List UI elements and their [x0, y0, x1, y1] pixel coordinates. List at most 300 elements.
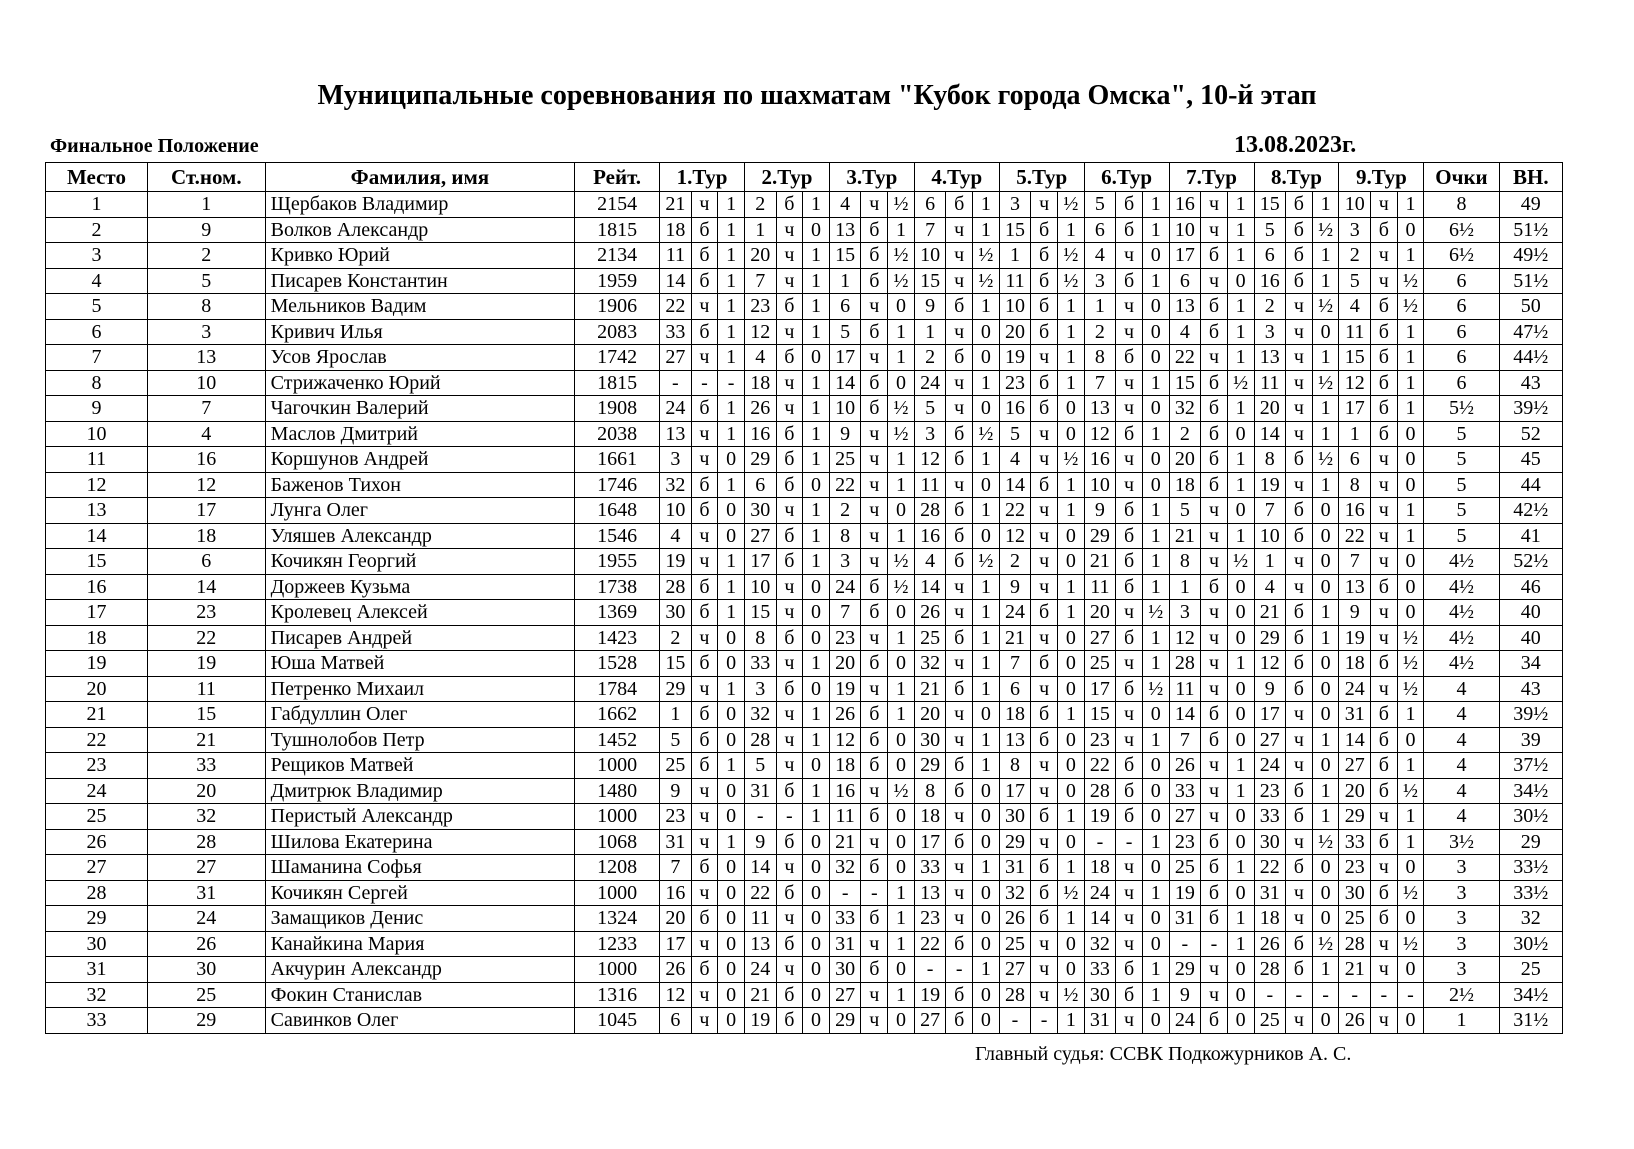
result-cell: 1: [1397, 396, 1424, 422]
tiebreak-cell: 51½: [1499, 217, 1562, 243]
result-cell: 0: [1397, 727, 1424, 753]
points-cell: 4½: [1424, 574, 1499, 600]
opponent-cell: 32: [1169, 396, 1201, 422]
table-row: [46, 880, 1563, 906]
opponent-cell: 19: [660, 549, 692, 575]
color-cell: б: [1116, 778, 1143, 804]
color-cell: б: [861, 319, 888, 345]
points-cell: 6½: [1424, 243, 1499, 269]
opponent-cell: 24: [1169, 1008, 1201, 1034]
result-cell: ½: [888, 268, 915, 294]
opponent-cell: 8: [999, 753, 1031, 779]
opponent-cell: 13: [660, 421, 692, 447]
color-cell: б: [776, 880, 803, 906]
points-cell: 6: [1424, 370, 1499, 396]
opponent-cell: 13: [744, 931, 776, 957]
color-cell: б: [691, 727, 718, 753]
rating-cell: 1528: [575, 651, 660, 677]
result-cell: 1: [888, 931, 915, 957]
opponent-cell: 14: [829, 370, 861, 396]
opponent-cell: 16: [1339, 498, 1371, 524]
result-cell: 1: [803, 727, 830, 753]
rating-cell: 1815: [575, 217, 660, 243]
result-cell: 1: [803, 549, 830, 575]
color-cell: ч: [1370, 855, 1397, 881]
result-cell: 1: [803, 319, 830, 345]
opponent-cell: 6: [999, 676, 1031, 702]
opponent-cell: 7: [1254, 498, 1286, 524]
rating-cell: 1738: [575, 574, 660, 600]
color-cell: ч: [691, 294, 718, 320]
color-cell: б: [946, 982, 973, 1008]
table-row: [46, 319, 1563, 345]
color-cell: б: [1201, 574, 1228, 600]
opponent-cell: -: [744, 804, 776, 830]
color-cell: б: [1031, 727, 1058, 753]
result-cell: 1: [1227, 396, 1254, 422]
opponent-cell: 14: [660, 268, 692, 294]
opponent-cell: 8: [1084, 345, 1116, 371]
result-cell: 0: [1142, 243, 1169, 269]
color-cell: б: [1286, 243, 1313, 269]
color-cell: ч: [946, 319, 973, 345]
color-cell: б: [1370, 345, 1397, 371]
rating-cell: 1546: [575, 523, 660, 549]
opponent-cell: 15: [999, 217, 1031, 243]
result-cell: -: [1312, 982, 1339, 1008]
color-cell: б: [1370, 396, 1397, 422]
color-cell: ч: [1031, 523, 1058, 549]
result-cell: 1: [1397, 319, 1424, 345]
result-cell: 0: [1057, 957, 1084, 983]
opponent-cell: 5: [829, 319, 861, 345]
result-cell: 0: [1397, 447, 1424, 473]
place-cell: 27: [46, 855, 148, 881]
opponent-cell: 14: [1169, 702, 1201, 728]
name-cell: Габдуллин Олег: [265, 702, 574, 728]
opponent-cell: 9: [660, 778, 692, 804]
col-header-round-5: 5.Тур: [999, 163, 1084, 192]
opponent-cell: 19: [829, 676, 861, 702]
col-header-start-no: Ст.ном.: [147, 163, 265, 192]
color-cell: ч: [1370, 600, 1397, 626]
tiebreak-cell: 49½: [1499, 243, 1562, 269]
name-cell: Дмитрюк Владимир: [265, 778, 574, 804]
color-cell: ч: [776, 574, 803, 600]
opponent-cell: 25: [914, 625, 946, 651]
table-row: [46, 345, 1563, 371]
color-cell: ч: [861, 829, 888, 855]
opponent-cell: 21: [1254, 600, 1286, 626]
color-cell: б: [1031, 294, 1058, 320]
color-cell: ч: [1286, 574, 1313, 600]
opponent-cell: 30: [1084, 982, 1116, 1008]
color-cell: б: [776, 447, 803, 473]
opponent-cell: 15: [1084, 702, 1116, 728]
opponent-cell: 16: [829, 778, 861, 804]
opponent-cell: 29: [1254, 625, 1286, 651]
opponent-cell: 9: [744, 829, 776, 855]
result-cell: 1: [1227, 855, 1254, 881]
opponent-cell: 5: [744, 753, 776, 779]
color-cell: б: [691, 957, 718, 983]
col-header-round-6: 6.Тур: [1084, 163, 1169, 192]
result-cell: 1: [1057, 217, 1084, 243]
opponent-cell: 27: [1339, 753, 1371, 779]
color-cell: ч: [861, 421, 888, 447]
opponent-cell: 29: [1169, 957, 1201, 983]
rating-cell: 1452: [575, 727, 660, 753]
result-cell: 1: [1312, 804, 1339, 830]
color-cell: ч: [1201, 982, 1228, 1008]
result-cell: 1: [718, 676, 745, 702]
result-cell: 1: [803, 421, 830, 447]
opponent-cell: 31: [829, 931, 861, 957]
result-cell: 1: [1227, 319, 1254, 345]
points-cell: 5: [1424, 523, 1499, 549]
color-cell: ч: [1116, 370, 1143, 396]
result-cell: ½: [973, 421, 1000, 447]
result-cell: 1: [718, 829, 745, 855]
color-cell: ч: [1370, 804, 1397, 830]
opponent-cell: 2: [1254, 294, 1286, 320]
color-cell: б: [861, 906, 888, 932]
color-cell: ч: [1116, 855, 1143, 881]
result-cell: 1: [888, 345, 915, 371]
result-cell: 0: [718, 523, 745, 549]
color-cell: ч: [776, 268, 803, 294]
start-no-cell: 11: [147, 676, 265, 702]
result-cell: 1: [718, 396, 745, 422]
opponent-cell: 31: [660, 829, 692, 855]
color-cell: -: [1370, 982, 1397, 1008]
result-cell: 1: [803, 294, 830, 320]
name-cell: Баженов Тихон: [265, 472, 574, 498]
opponent-cell: 7: [914, 217, 946, 243]
opponent-cell: 4: [1254, 574, 1286, 600]
color-cell: ч: [1370, 523, 1397, 549]
opponent-cell: 12: [914, 447, 946, 473]
color-cell: ч: [946, 574, 973, 600]
result-cell: 0: [718, 957, 745, 983]
place-cell: 26: [46, 829, 148, 855]
result-cell: ½: [1057, 268, 1084, 294]
col-header-round-4: 4.Тур: [914, 163, 999, 192]
rating-cell: 1369: [575, 600, 660, 626]
result-cell: 1: [888, 472, 915, 498]
color-cell: ч: [946, 600, 973, 626]
start-no-cell: 5: [147, 268, 265, 294]
result-cell: 1: [973, 625, 1000, 651]
result-cell: 0: [803, 753, 830, 779]
opponent-cell: 21: [914, 676, 946, 702]
result-cell: 0: [973, 804, 1000, 830]
result-cell: 0: [1397, 906, 1424, 932]
result-cell: 1: [1397, 804, 1424, 830]
opponent-cell: 25: [999, 931, 1031, 957]
rating-cell: 1324: [575, 906, 660, 932]
color-cell: ч: [1116, 931, 1143, 957]
color-cell: ч: [776, 702, 803, 728]
color-cell: б: [946, 625, 973, 651]
place-cell: 22: [46, 727, 148, 753]
tiebreak-cell: 49: [1499, 192, 1562, 218]
place-cell: 18: [46, 625, 148, 651]
color-cell: б: [1286, 268, 1313, 294]
color-cell: б: [776, 982, 803, 1008]
result-cell: 1: [718, 421, 745, 447]
result-cell: 0: [1142, 345, 1169, 371]
opponent-cell: 8: [1254, 447, 1286, 473]
opponent-cell: 5: [1169, 498, 1201, 524]
points-cell: 3: [1424, 906, 1499, 932]
color-cell: б: [1116, 421, 1143, 447]
opponent-cell: 29: [660, 676, 692, 702]
opponent-cell: 30: [1339, 880, 1371, 906]
opponent-cell: 29: [999, 829, 1031, 855]
opponent-cell: 1: [829, 268, 861, 294]
tiebreak-cell: 25: [1499, 957, 1562, 983]
color-cell: б: [861, 217, 888, 243]
result-cell: ½: [1397, 268, 1424, 294]
result-cell: 0: [1397, 472, 1424, 498]
opponent-cell: 10: [1169, 217, 1201, 243]
color-cell: б: [691, 396, 718, 422]
points-cell: 6: [1424, 319, 1499, 345]
result-cell: 0: [1312, 702, 1339, 728]
color-cell: ч: [861, 778, 888, 804]
result-cell: 1: [1057, 574, 1084, 600]
points-cell: 6: [1424, 268, 1499, 294]
points-cell: 4: [1424, 804, 1499, 830]
color-cell: ч: [1031, 345, 1058, 371]
result-cell: 0: [803, 676, 830, 702]
opponent-cell: 32: [1084, 931, 1116, 957]
color-cell: б: [946, 447, 973, 473]
result-cell: 0: [1227, 880, 1254, 906]
color-cell: б: [861, 753, 888, 779]
opponent-cell: 20: [1339, 778, 1371, 804]
result-cell: 0: [718, 855, 745, 881]
rating-cell: 1815: [575, 370, 660, 396]
color-cell: б: [1031, 396, 1058, 422]
opponent-cell: 27: [1254, 727, 1286, 753]
result-cell: 1: [718, 574, 745, 600]
color-cell: ч: [861, 192, 888, 218]
color-cell: ч: [1031, 957, 1058, 983]
color-cell: -: [1201, 931, 1228, 957]
result-cell: ½: [1397, 294, 1424, 320]
result-cell: ½: [1312, 294, 1339, 320]
place-cell: 15: [46, 549, 148, 575]
points-cell: 3½: [1424, 829, 1499, 855]
result-cell: 0: [803, 472, 830, 498]
place-cell: 6: [46, 319, 148, 345]
rating-cell: 1742: [575, 345, 660, 371]
color-cell: б: [1370, 829, 1397, 855]
opponent-cell: 4: [1084, 243, 1116, 269]
opponent-cell: 1: [999, 243, 1031, 269]
result-cell: 0: [1057, 727, 1084, 753]
result-cell: 0: [1227, 702, 1254, 728]
opponent-cell: 9: [999, 574, 1031, 600]
result-cell: 0: [1142, 319, 1169, 345]
color-cell: ч: [1201, 625, 1228, 651]
place-cell: 30: [46, 931, 148, 957]
opponent-cell: 23: [744, 294, 776, 320]
result-cell: 1: [1312, 727, 1339, 753]
place-cell: 16: [46, 574, 148, 600]
result-cell: 1: [973, 855, 1000, 881]
tiebreak-cell: 39½: [1499, 702, 1562, 728]
result-cell: 0: [803, 574, 830, 600]
color-cell: б: [776, 345, 803, 371]
place-cell: 28: [46, 880, 148, 906]
opponent-cell: 18: [1254, 906, 1286, 932]
opponent-cell: 15: [1169, 370, 1201, 396]
opponent-cell: 6: [1169, 268, 1201, 294]
tiebreak-cell: 43: [1499, 370, 1562, 396]
color-cell: ч: [1116, 727, 1143, 753]
result-cell: 1: [718, 217, 745, 243]
opponent-cell: 26: [999, 906, 1031, 932]
result-cell: 1: [803, 192, 830, 218]
color-cell: б: [691, 268, 718, 294]
color-cell: ч: [1031, 676, 1058, 702]
points-cell: 4½: [1424, 600, 1499, 626]
color-cell: б: [861, 370, 888, 396]
result-cell: 0: [888, 855, 915, 881]
name-cell: Савинков Олег: [265, 1008, 574, 1034]
opponent-cell: 26: [660, 957, 692, 983]
opponent-cell: 8: [829, 523, 861, 549]
result-cell: 1: [718, 243, 745, 269]
result-cell: 0: [888, 294, 915, 320]
opponent-cell: 1: [660, 702, 692, 728]
table-row: [46, 804, 1563, 830]
col-header-round-7: 7.Тур: [1169, 163, 1254, 192]
tournament-date: 13.08.2023г.: [1234, 132, 1357, 158]
result-cell: 1: [1142, 370, 1169, 396]
result-cell: 1: [1312, 396, 1339, 422]
result-cell: 0: [973, 778, 1000, 804]
color-cell: б: [861, 600, 888, 626]
standings-table: [45, 162, 1563, 1034]
rating-cell: 1233: [575, 931, 660, 957]
chief-arbiter: Главный судья: ССВК Подкожурников А. С.: [975, 1043, 1352, 1065]
opponent-cell: 4: [744, 345, 776, 371]
opponent-cell: 4: [829, 192, 861, 218]
color-cell: б: [861, 574, 888, 600]
opponent-cell: 7: [660, 855, 692, 881]
result-cell: ½: [888, 243, 915, 269]
color-cell: б: [776, 192, 803, 218]
start-no-cell: 24: [147, 906, 265, 932]
opponent-cell: 30: [914, 727, 946, 753]
opponent-cell: 21: [829, 829, 861, 855]
opponent-cell: 20: [999, 319, 1031, 345]
name-cell: Маслов Дмитрий: [265, 421, 574, 447]
result-cell: 1: [1057, 804, 1084, 830]
opponent-cell: 30: [744, 498, 776, 524]
opponent-cell: 10: [1339, 192, 1371, 218]
result-cell: 1: [888, 625, 915, 651]
color-cell: б: [1201, 880, 1228, 906]
opponent-cell: 9: [914, 294, 946, 320]
opponent-cell: 2: [744, 192, 776, 218]
color-cell: ч: [1370, 268, 1397, 294]
place-cell: 31: [46, 957, 148, 983]
rating-cell: 1000: [575, 753, 660, 779]
rating-cell: 1662: [575, 702, 660, 728]
table-row: [46, 574, 1563, 600]
opponent-cell: 24: [914, 370, 946, 396]
table-row: [46, 778, 1563, 804]
result-cell: 0: [1227, 498, 1254, 524]
opponent-cell: 32: [999, 880, 1031, 906]
opponent-cell: 3: [1084, 268, 1116, 294]
opponent-cell: 16: [1169, 192, 1201, 218]
rating-cell: 2134: [575, 243, 660, 269]
place-cell: 2: [46, 217, 148, 243]
opponent-cell: 26: [744, 396, 776, 422]
color-cell: б: [1116, 345, 1143, 371]
name-cell: Доржеев Кузьма: [265, 574, 574, 600]
result-cell: 0: [1312, 498, 1339, 524]
opponent-cell: 7: [1084, 370, 1116, 396]
color-cell: ч: [1201, 268, 1228, 294]
color-cell: б: [1286, 600, 1313, 626]
result-cell: 0: [973, 982, 1000, 1008]
opponent-cell: 28: [1084, 778, 1116, 804]
opponent-cell: 19: [1339, 625, 1371, 651]
place-cell: 17: [46, 600, 148, 626]
result-cell: 0: [973, 396, 1000, 422]
result-cell: 1: [1397, 192, 1424, 218]
result-cell: 1: [973, 192, 1000, 218]
opponent-cell: 22: [1339, 523, 1371, 549]
opponent-cell: 2: [1169, 421, 1201, 447]
color-cell: ч: [1286, 1008, 1313, 1034]
color-cell: б: [1201, 702, 1228, 728]
result-cell: ½: [1057, 243, 1084, 269]
points-cell: 3: [1424, 931, 1499, 957]
color-cell: б: [1370, 727, 1397, 753]
name-cell: Петренко Михаил: [265, 676, 574, 702]
result-cell: ½: [1397, 625, 1424, 651]
color-cell: ч: [861, 523, 888, 549]
result-cell: 0: [718, 880, 745, 906]
opponent-cell: 27: [829, 982, 861, 1008]
opponent-cell: 13: [1084, 396, 1116, 422]
result-cell: 0: [1227, 600, 1254, 626]
color-cell: ч: [691, 192, 718, 218]
table-row: [46, 829, 1563, 855]
color-cell: б: [1116, 268, 1143, 294]
table-row: [46, 727, 1563, 753]
opponent-cell: 27: [1084, 625, 1116, 651]
color-cell: б: [691, 243, 718, 269]
tiebreak-cell: 39½: [1499, 396, 1562, 422]
opponent-cell: 13: [1254, 345, 1286, 371]
rating-cell: 1648: [575, 498, 660, 524]
color-cell: ч: [776, 319, 803, 345]
color-cell: б: [946, 778, 973, 804]
table-row: [46, 702, 1563, 728]
opponent-cell: 32: [744, 702, 776, 728]
result-cell: 1: [803, 778, 830, 804]
opponent-cell: 26: [1254, 931, 1286, 957]
